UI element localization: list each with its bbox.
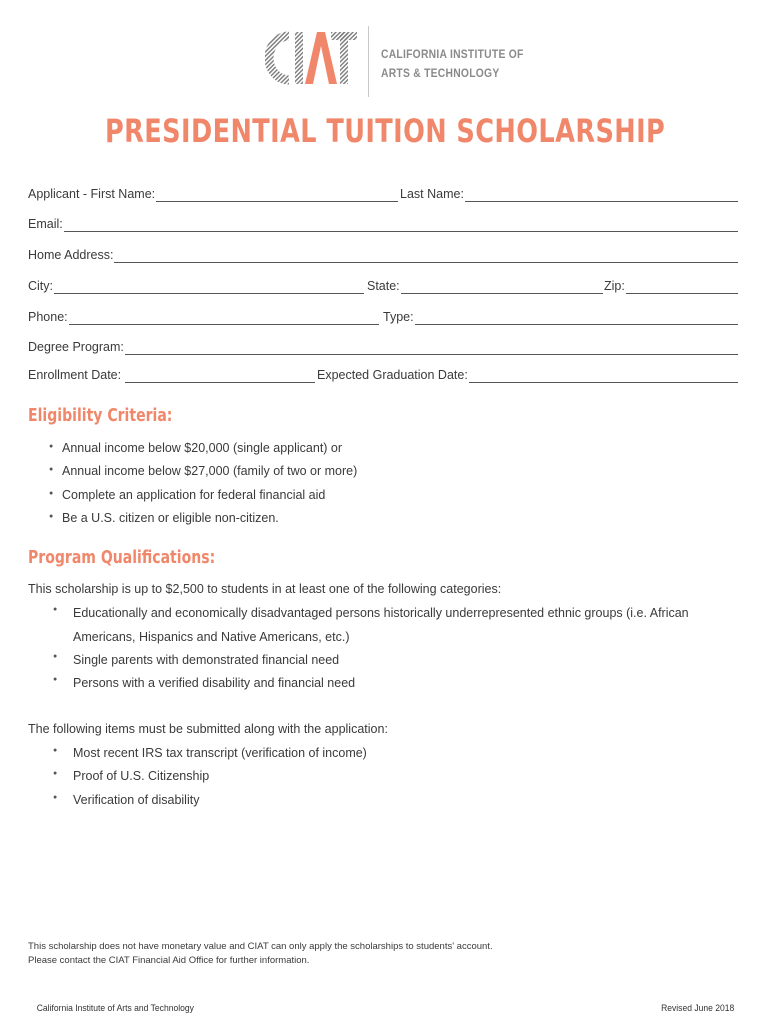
qualification-item: Persons with a verified disability and financial need [73, 676, 356, 690]
last-name-input-line[interactable] [465, 187, 738, 202]
state-field[interactable] [367, 276, 603, 294]
first-name-input-line[interactable] [156, 187, 398, 202]
name-row [28, 184, 738, 202]
eligibility-item: Annual income below $27,000 (family of two or more) [62, 464, 358, 478]
bullet-icon: ● [49, 513, 54, 520]
expected-graduation-input-line[interactable] [469, 368, 738, 383]
phone-type-label: Type: [383, 310, 414, 324]
home-address-field[interactable] [28, 245, 738, 263]
zip-input-line[interactable] [626, 279, 738, 294]
degree-program-label: Degree Program: [28, 340, 124, 354]
first-name-field[interactable] [28, 184, 398, 202]
email-row [28, 214, 738, 232]
city-field[interactable] [28, 276, 364, 294]
bullet-icon: ● [49, 443, 54, 450]
logo-divider [368, 26, 369, 97]
submit-item: Proof of U.S. Citizenship [73, 769, 210, 783]
last-name-label: Last Name: [400, 187, 464, 201]
bullet-icon: ● [53, 653, 58, 660]
email-field[interactable] [28, 214, 738, 232]
eligibility-item: Be a U.S. citizen or eligible non-citizen. [62, 511, 279, 525]
expected-graduation-label: Expected Graduation Date: [317, 368, 468, 382]
page-title: PRESIDENTIAL TUITION SCHOLARSHIP [104, 112, 666, 150]
city-label: City: [28, 279, 53, 293]
state-label: State: [367, 279, 400, 293]
zip-field[interactable] [604, 276, 738, 294]
phone-input-line[interactable] [69, 310, 379, 325]
eligibility-item: Complete an application for federal financial aid [62, 488, 326, 502]
enrollment-date-input-line[interactable] [125, 368, 315, 383]
dates-row [28, 365, 738, 383]
phone-field[interactable] [28, 307, 379, 325]
program-intro: This scholarship is up to $2,500 to students in at least one of the following categories: [28, 582, 502, 596]
ciat-logo [265, 30, 360, 86]
enrollment-date-field[interactable] [28, 365, 315, 383]
eligibility-heading: Eligibility Criteria: [28, 405, 173, 426]
email-label: Email: [28, 217, 63, 231]
zip-label: Zip: [604, 279, 625, 293]
bullet-icon: ● [53, 676, 58, 683]
qualification-item: Single parents with demonstrated financial need [73, 653, 340, 667]
disclaimer-note: This scholarship does not have monetary value and CIAT can only apply the scholarships to students' account. [28, 941, 493, 952]
submit-item: Verification of disability [73, 793, 200, 807]
ciat-logo-mark-icon [265, 30, 360, 86]
state-input-line[interactable] [401, 279, 603, 294]
degree-program-input-line[interactable] [125, 340, 738, 355]
bullet-icon: ● [49, 466, 54, 473]
bullet-icon: ● [53, 747, 58, 754]
footer-institution: California Institute of Arts and Technology [36, 1003, 194, 1014]
address-row [28, 245, 738, 263]
phone-label: Phone: [28, 310, 68, 324]
phone-type-field[interactable] [383, 307, 738, 325]
home-address-label: Home Address: [28, 248, 114, 262]
bullet-icon: ● [53, 606, 58, 613]
home-address-input-line[interactable] [114, 248, 738, 263]
footer-revision: Revised June 2018 [660, 1003, 734, 1014]
city-input-line[interactable] [54, 279, 364, 294]
logo-text-line1: CALIFORNIA INSTITUTE OF [381, 47, 524, 61]
city-state-zip-row [28, 276, 738, 294]
first-name-label: Applicant - First Name: [28, 187, 156, 201]
eligibility-item: Annual income below $20,000 (single applicant) or [62, 441, 343, 455]
qualification-item: Educationally and economically disadvantaged persons historically underrepresented ethnic groups (i.e. African [73, 606, 689, 620]
email-input-line[interactable] [64, 217, 738, 232]
submit-intro: The following items must be submitted along with the application: [28, 722, 388, 736]
submit-item: Most recent IRS tax transcript (verification of income) [73, 746, 367, 760]
phone-row [28, 307, 738, 325]
degree-row [28, 337, 738, 355]
logo-text-line2: ARTS & TECHNOLOGY [381, 66, 500, 80]
bullet-icon: ● [53, 770, 58, 777]
enrollment-date-label: Enrollment Date: [28, 368, 122, 382]
last-name-field[interactable] [400, 184, 738, 202]
bullet-icon: ● [49, 490, 54, 497]
degree-program-field[interactable] [28, 337, 738, 355]
phone-type-input-line[interactable] [415, 310, 738, 325]
expected-graduation-field[interactable] [317, 365, 738, 383]
qualification-item-continued: Americans, Hispanics and Native Americans, etc.) [73, 630, 350, 644]
bullet-icon: ● [53, 794, 58, 801]
program-qualifications-heading: Program Qualifications: [28, 547, 216, 568]
contact-note: Please contact the CIAT Financial Aid Office for further information. [28, 955, 310, 966]
